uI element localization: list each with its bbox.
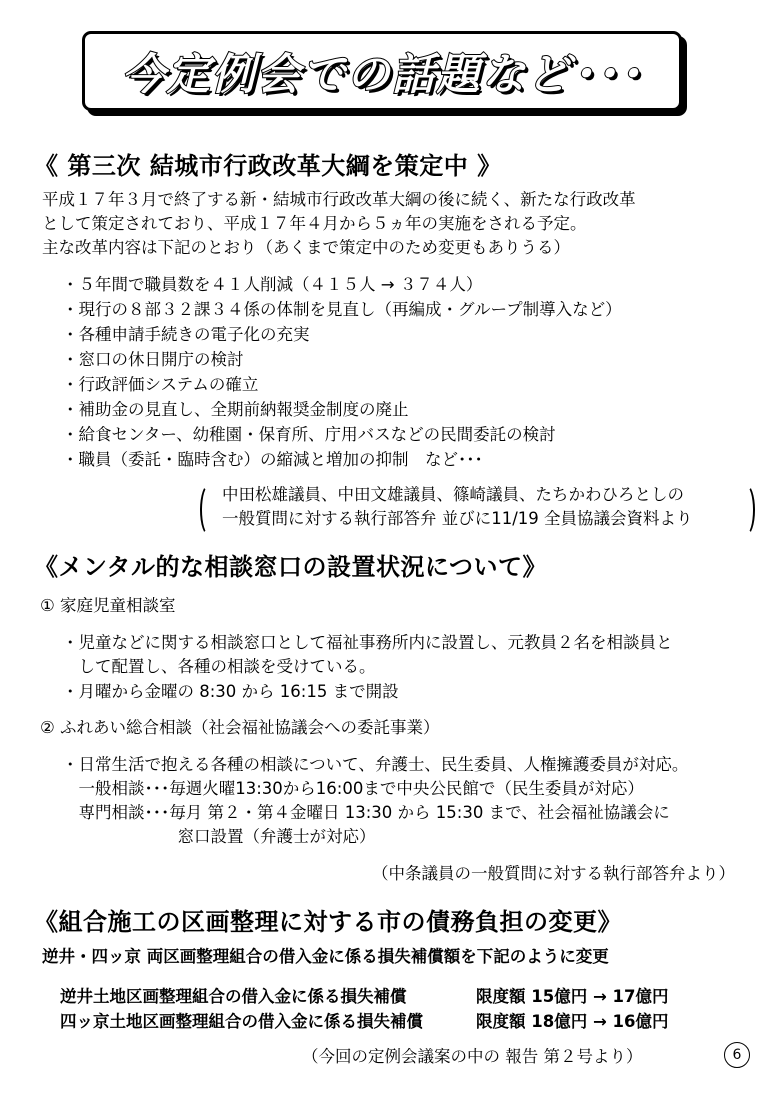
section3-source: （今回の定例会議案の中の 報告 第２号より） [302,1047,643,1066]
section2-item1-line-1: ・児童などに関する相談窓口として福祉事務所内に設置し、元教員２名を相談員と [62,633,673,652]
section1-intro-line-1: 平成１７年３月で終了する新・結城市行政改革大綱の後に続く、新たな行政改革 [42,190,636,209]
section3-heading: 《組合施工の区画整理に対する市の債務負担の変更》 [34,908,622,936]
section3-intro: 逆井・四ッ京 両区画整理組合の借入金に係る損失補償額を下記のように変更 [42,947,609,966]
section2-item2-line-1: ・日常生活で抱える各種の相談について、弁護士、民生委員、人権擁護委員が対応。 [62,755,689,774]
section1-bullet-8: ・職員（委託・臨時含む）の縮減と増加の抑制 など･･･ [62,450,483,469]
section1-intro-line-3: 主な改革内容は下記のとおり（あくまで策定中のため変更もありうる） [42,238,570,257]
section2-item2-line-2: 一般相談･･･毎週火曜13:30から16:00まで中央公民館で（民生委員が対応） [62,779,644,798]
section3-row1-label: 逆井土地区画整理組合の借入金に係る損失補償 [60,987,407,1006]
section3-row2-label: 四ッ京土地区画整理組合の借入金に係る損失補償 [60,1012,423,1031]
section2-heading: 《メンタル的な相談窓口の設置状況について》 [34,553,548,581]
page-title: 今定例会での話題など･･･ [121,49,643,100]
section1-source-line-1: 中田松雄議員、中田文雄議員、篠崎議員、たちかわひろとしの [222,485,684,504]
source-bracket-left [200,484,218,536]
section1-bullet-3: ・各種申請手続きの電子化の充実 [62,325,310,344]
section3-row2-limit: 限度額 18億円 → 16億円 [476,1012,669,1031]
section3-row1-limit: 限度額 15億円 → 17億円 [476,987,669,1006]
source-bracket-right [737,484,755,536]
section1-intro-line-2: として策定されており、平成１７年４月から５ヵ年の実施をされる予定。 [42,214,587,233]
section1-bullet-5: ・行政評価システムの確立 [62,375,259,394]
section1-bullet-7: ・給食センター、幼稚園・保育所、庁用バスなどの民間委託の検討 [62,425,556,444]
section2-item1-title: ① 家庭児童相談室 [40,596,176,615]
section1-source-line-2: 一般質問に対する執行部答弁 並びに11/19 全員協議会資料より [222,509,693,528]
section1-bullet-2: ・現行の８部３２課３４係の体制を見直し（再編成・グループ制導入など） [62,300,622,319]
section2-item2-line-3: 専門相談･･･毎月 第２・第４金曜日 13:30 から 15:30 まで、社会福祉協議会に [62,803,670,822]
section1-bullet-1: ・５年間で職員数を４１人削減（４１５人 → ３７４人） [62,275,483,294]
title-banner [82,31,682,111]
section1-bullet-6: ・補助金の見直し、全期前納報奨金制度の廃止 [62,400,409,419]
section2-item2-line-4: 窓口設置（弁護士が対応） [62,827,376,846]
section2-source: （中条議員の一般質問に対する執行部答弁より） [372,864,735,883]
section1-heading: 《 第三次 結城市行政改革大綱を策定中 》 [34,152,502,180]
section2-item1-line-3: ・月曜から金曜の 8:30 から 16:15 まで開設 [62,682,399,701]
page-number: 6 [724,1042,750,1068]
section2-item1-line-2: して配置し、各種の相談を受けている。 [62,657,376,676]
section2-item2-title: ② ふれあい総合相談（社会福祉協議会への委託事業） [40,718,440,737]
section1-bullet-4: ・窓口の休日開庁の検討 [62,350,244,369]
